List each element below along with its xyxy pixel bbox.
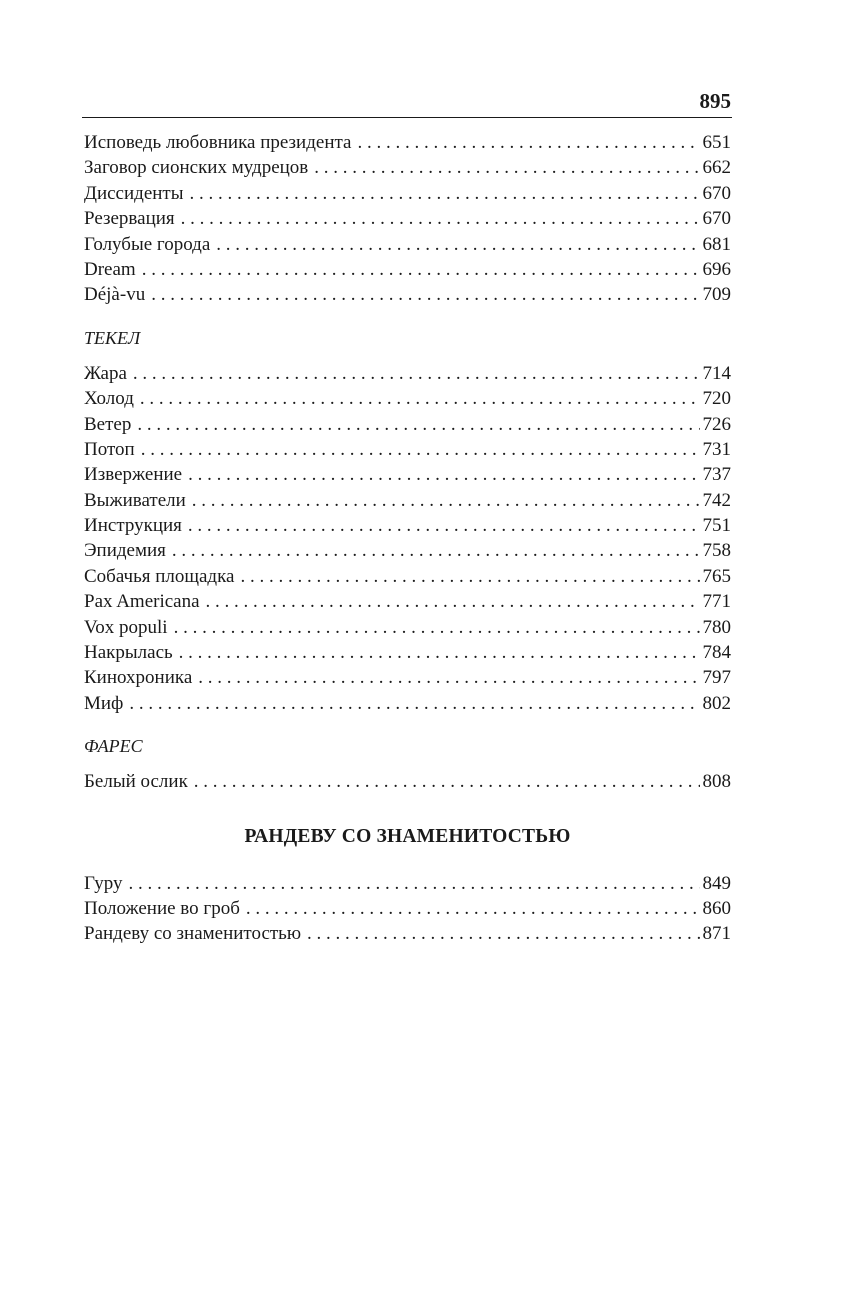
toc-entry <box>84 513 731 538</box>
dot-leader <box>151 282 699 307</box>
toc-entry-title: Холод <box>84 388 134 410</box>
toc-entry-page: 737 <box>702 464 731 486</box>
toc-entry-title: Диссиденты <box>84 182 184 204</box>
toc-entry <box>84 412 731 437</box>
dot-leader <box>192 488 700 513</box>
toc-group-fares <box>84 769 731 794</box>
toc-entry-title: Потоп <box>84 438 135 460</box>
toc-entry-page: 651 <box>702 132 731 153</box>
toc-entry <box>84 589 731 614</box>
toc-entry-page: 751 <box>702 515 731 537</box>
toc-entry-page: 742 <box>702 489 731 511</box>
toc-entry-title: Накрылась <box>84 642 173 664</box>
toc-entry-page: 860 <box>702 897 731 919</box>
toc-entry-page: 720 <box>702 388 731 410</box>
toc-entry-page: 662 <box>702 157 731 179</box>
toc-entry-page: 714 <box>702 362 731 384</box>
toc-entry-title: Жара <box>84 362 127 384</box>
dot-leader <box>141 437 700 462</box>
toc-entry <box>84 615 731 640</box>
table-of-contents <box>84 130 731 947</box>
dot-leader <box>188 513 700 538</box>
toc-entry <box>84 921 731 946</box>
dot-leader <box>314 155 699 180</box>
dot-leader <box>137 412 699 437</box>
toc-entry <box>84 386 731 411</box>
toc-entry-title: Vox populi <box>84 616 168 638</box>
toc-entry-title: Ветер <box>84 413 132 435</box>
toc-entry <box>84 538 731 563</box>
toc-entry-title: Положение во гроб <box>84 897 240 919</box>
dot-leader <box>190 181 700 206</box>
toc-entry-title: Выживатели <box>84 489 186 511</box>
toc-entry <box>84 361 731 386</box>
toc-group-tekel <box>84 361 731 716</box>
toc-entry-title: Инструкция <box>84 515 182 537</box>
toc-entry <box>84 488 731 513</box>
toc-entry-page: 797 <box>702 667 731 689</box>
section-heading-tekel: ТЕКЕЛ <box>84 327 141 348</box>
toc-entry <box>84 181 731 206</box>
toc-entry-title: Pax Americana <box>84 591 200 613</box>
dot-leader <box>129 691 699 716</box>
toc-entry <box>84 896 731 921</box>
dot-leader <box>194 769 700 794</box>
dot-leader <box>198 665 699 690</box>
dot-leader <box>133 361 700 386</box>
toc-entry-page: 731 <box>702 438 731 460</box>
toc-entry <box>84 564 731 589</box>
toc-entry-title: Белый ослик <box>84 771 188 793</box>
toc-entry <box>84 282 731 307</box>
toc-entry <box>84 462 731 487</box>
toc-entry-title: Миф <box>84 692 124 714</box>
toc-entry <box>84 769 731 794</box>
toc-entry <box>84 130 731 155</box>
toc-entry-title: Кинохроника <box>84 667 193 689</box>
toc-entry-page: 670 <box>702 182 731 204</box>
toc-entry-title: Гуру <box>84 872 123 894</box>
toc-entry <box>84 257 731 282</box>
dot-leader <box>246 896 700 921</box>
toc-entry-page: 681 <box>702 233 731 255</box>
toc-entry-page: 802 <box>702 692 731 714</box>
toc-entry-title: Эпидемия <box>84 540 166 562</box>
toc-entry-title: Заговор сионских мудрецов <box>84 157 309 179</box>
part-heading-rendezvous: РАНДЕВУ СО ЗНАМЕНИТОСТЬЮ <box>244 825 571 847</box>
toc-entry-title: Исповедь любовника президента <box>84 132 352 153</box>
dot-leader <box>172 538 700 563</box>
dot-leader <box>174 615 700 640</box>
dot-leader <box>140 386 700 411</box>
toc-entry <box>84 871 731 896</box>
toc-entry <box>84 691 731 716</box>
dot-leader <box>181 206 700 231</box>
toc-entry-page: 726 <box>702 413 731 435</box>
toc-entry-page: 784 <box>702 642 731 664</box>
toc-entry-title: Извержение <box>84 464 183 486</box>
toc-entry <box>84 665 731 690</box>
dot-leader <box>307 921 699 946</box>
dot-leader <box>216 232 699 257</box>
dot-leader <box>240 564 699 589</box>
dot-leader <box>179 640 700 665</box>
dot-leader <box>357 130 699 155</box>
toc-entry-title: Резервация <box>84 208 175 230</box>
toc-entry <box>84 640 731 665</box>
toc-entry-page: 758 <box>702 540 731 562</box>
toc-entry <box>84 232 731 257</box>
toc-entry-page: 670 <box>702 208 731 230</box>
toc-entry-page: 696 <box>702 258 731 280</box>
toc-entry <box>84 206 731 231</box>
section-heading-fares: ФАРЕС <box>84 736 143 757</box>
toc-entry-title: Dream <box>84 258 136 280</box>
toc-entry-page: 780 <box>702 616 731 638</box>
toc-entry-title: Рандеву со знаменитостью <box>84 923 302 945</box>
toc-entry-page: 765 <box>702 565 731 587</box>
toc-entry-page: 808 <box>702 771 731 793</box>
dot-leader <box>206 589 700 614</box>
toc-entry <box>84 437 731 462</box>
toc-entry <box>84 155 731 180</box>
toc-entry-page: 849 <box>702 872 731 894</box>
dot-leader <box>129 871 700 896</box>
dot-leader <box>142 257 700 282</box>
header-rule <box>82 117 732 118</box>
toc-entry-page: 771 <box>702 591 731 613</box>
page-number: 895 <box>699 89 731 113</box>
toc-entry-title: Собачья площадка <box>84 565 235 587</box>
dot-leader <box>188 462 699 487</box>
toc-group-top <box>84 130 731 308</box>
toc-entry-page: 871 <box>702 923 731 945</box>
toc-group-rendezvous <box>84 871 731 947</box>
toc-entry-title: Голубые города <box>84 233 211 255</box>
toc-entry-title: Déjà-vu <box>84 284 146 306</box>
toc-entry-page: 709 <box>702 284 731 306</box>
